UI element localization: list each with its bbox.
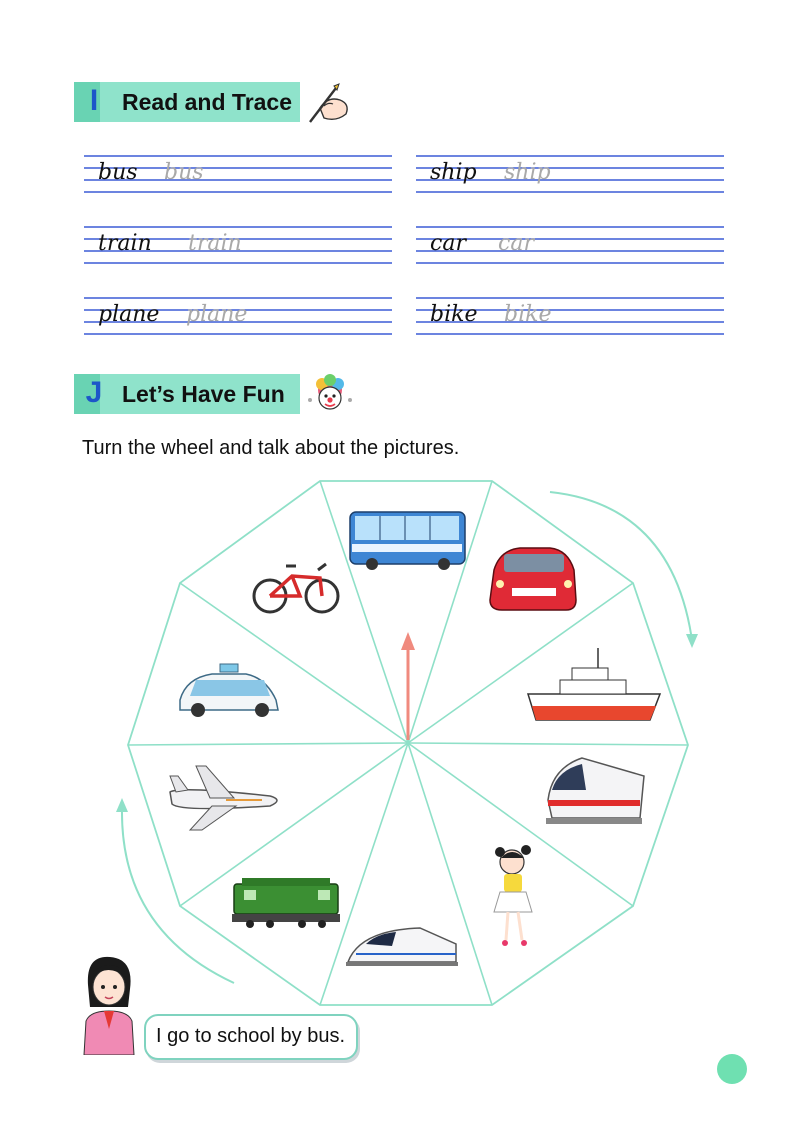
section-title: Let’s Have Fun xyxy=(122,381,285,407)
trace-row xyxy=(416,155,724,195)
bus-icon xyxy=(350,512,465,570)
trace-row xyxy=(416,297,724,337)
section-letter: I xyxy=(89,84,99,117)
wheel-pointer-arrow xyxy=(401,632,415,740)
speech-text: I go to school by bus. xyxy=(156,1025,346,1047)
page-marker-dot xyxy=(717,1054,747,1084)
trace-word: plane xyxy=(98,302,160,327)
trace-guide-word[interactable]: plane xyxy=(186,302,248,327)
pencil-writing-icon xyxy=(306,82,352,124)
girl-icon xyxy=(494,845,532,946)
section-letter: J xyxy=(85,376,103,409)
locomotive-icon xyxy=(232,878,340,928)
clown-face-icon xyxy=(304,374,356,414)
trace-guide-word[interactable]: bus xyxy=(164,160,204,185)
plane-icon xyxy=(170,766,277,830)
high-speed-train-icon xyxy=(346,928,458,966)
section-title: Read and Trace xyxy=(122,89,293,115)
trace-row xyxy=(416,226,724,266)
girl-speaker-avatar xyxy=(80,955,138,1055)
instruction-text: Turn the wheel and talk about the pictures. xyxy=(82,437,460,459)
trace-guide-word[interactable]: train xyxy=(188,231,242,256)
trace-word: ship xyxy=(430,160,477,185)
train-icon xyxy=(546,758,644,824)
speech-bubble xyxy=(144,1014,358,1060)
trace-guide-word[interactable]: bike xyxy=(504,302,552,327)
trace-row xyxy=(84,155,392,195)
taxi-icon xyxy=(180,664,278,717)
trace-word: bus xyxy=(98,160,138,185)
section-i-banner xyxy=(74,82,300,122)
trace-guide-word[interactable]: ship xyxy=(504,160,551,185)
trace-word: car xyxy=(430,231,466,256)
car-icon xyxy=(490,548,576,610)
section-j-banner xyxy=(74,374,300,414)
vehicle-wheel[interactable] xyxy=(0,470,800,1030)
trace-row xyxy=(84,226,392,266)
trace-row xyxy=(84,297,392,337)
trace-word: bike xyxy=(430,302,478,327)
trace-word: train xyxy=(98,231,152,256)
trace-guide-word[interactable]: car xyxy=(498,231,534,256)
bike-icon xyxy=(254,564,338,612)
ship-icon xyxy=(528,648,660,720)
